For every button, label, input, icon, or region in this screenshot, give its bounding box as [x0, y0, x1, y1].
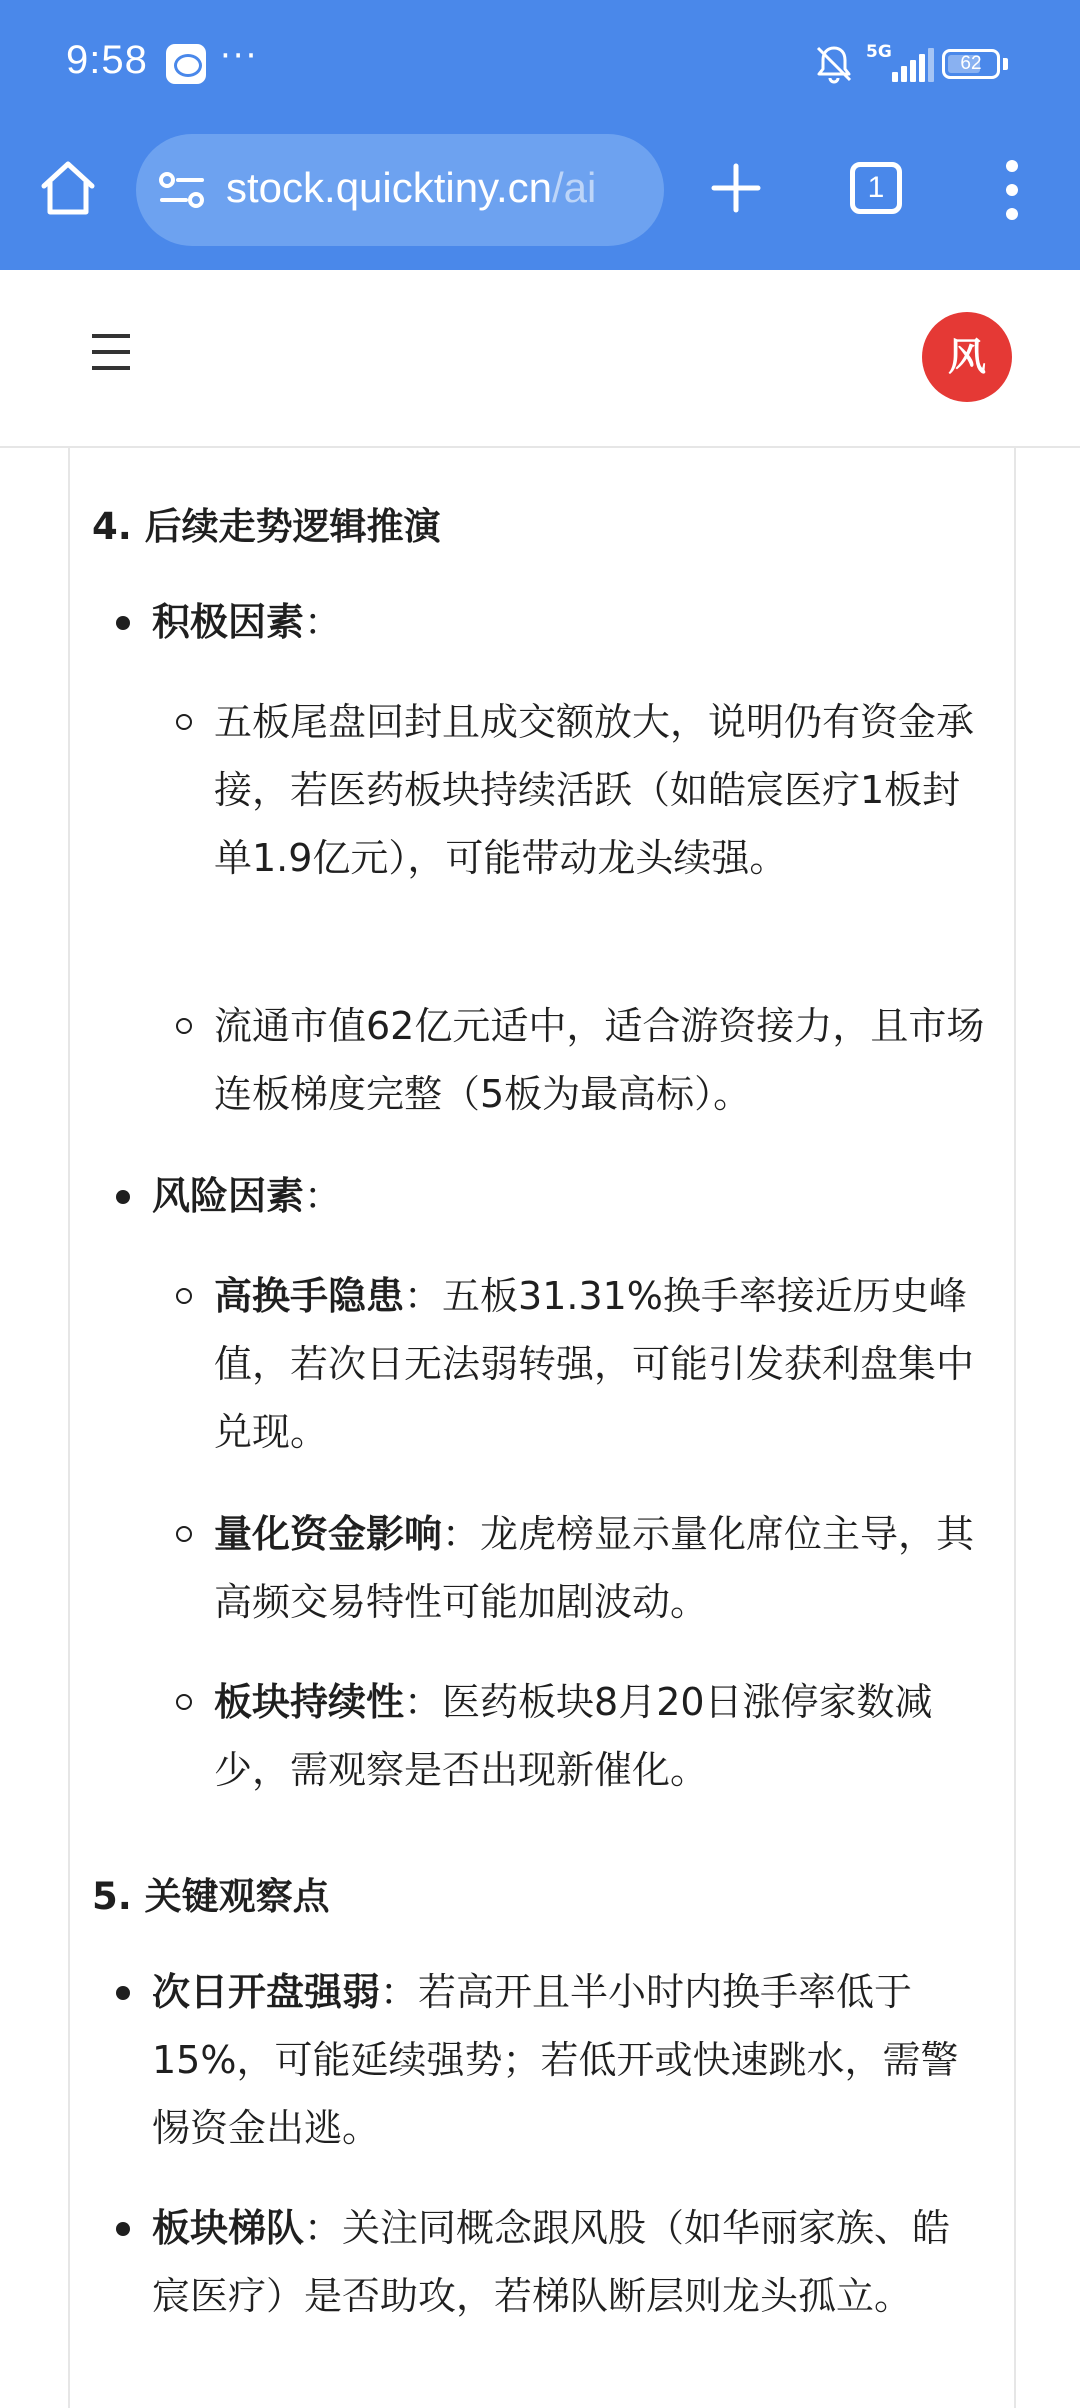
- more-notifications-icon: ···: [220, 36, 259, 76]
- address-bar[interactable]: [136, 134, 664, 246]
- sub-list-item: 五板尾盘回封且成交额放大，说明仍有资金承接，若医药板块持续活跃（如皓宸医疗1板封单1.9亿元），可能带动龙头续强。: [214, 688, 994, 892]
- list-item: 次日开盘强弱：若高开且半小时内换手率低于15%，可能延续强势；若低开或快速跳水，需警惕资金出逃。: [152, 1958, 974, 2162]
- battery-icon: [942, 49, 1000, 79]
- status-time: 9:58: [66, 38, 148, 82]
- sub-list-item: 高换手隐患：五板31.31%换手率接近历史峰值，若次日无法弱转强，可能引发获利盘集中兑现。: [214, 1262, 994, 1466]
- battery-tip: [1003, 58, 1008, 70]
- section-title: 5. 关键观察点: [92, 1875, 330, 1918]
- home-icon[interactable]: [36, 156, 100, 220]
- status-bar: [0, 0, 1080, 130]
- battery-level: 62: [960, 53, 982, 74]
- sub-list-item: 量化资金影响：龙虎榜显示量化席位主导，其高频交易特性可能加剧波动。: [214, 1500, 994, 1636]
- browser-top-area: [0, 0, 1080, 270]
- signal-strength-icon: [892, 48, 932, 82]
- list-item: 板块梯队：关注同概念跟风股（如华丽家族、皓宸医疗）是否助攻，若梯队断层则龙头孤立。: [152, 2194, 974, 2330]
- bell-muted-icon: [812, 42, 856, 86]
- browser-toolbar: [0, 130, 1080, 270]
- site-settings-icon[interactable]: [158, 170, 206, 210]
- sub-list-item: 流通市值62亿元适中，适合游资接力，且市场连板梯度完整（5板为最高标）。: [214, 992, 994, 1128]
- section-title: 4. 后续走势逻辑推演: [92, 505, 441, 548]
- list-item: 积极因素：: [152, 588, 342, 656]
- tab-switcher-button[interactable]: 1: [850, 162, 902, 214]
- chat-app-icon: [166, 44, 206, 84]
- user-avatar[interactable]: 风: [922, 312, 1012, 402]
- new-tab-icon[interactable]: [706, 158, 766, 218]
- network-type-label: 5G: [866, 42, 892, 62]
- list-item: 风险因素：: [152, 1162, 342, 1230]
- url-text[interactable]: stock.quicktiny.cn/ai: [226, 164, 597, 211]
- sub-list-item: 板块持续性：医药板块8月20日涨停家数减少，需观察是否出现新催化。: [214, 1668, 994, 1804]
- overflow-menu-icon[interactable]: [996, 158, 1028, 222]
- hamburger-menu-icon[interactable]: [92, 334, 132, 370]
- site-header: [0, 270, 1080, 448]
